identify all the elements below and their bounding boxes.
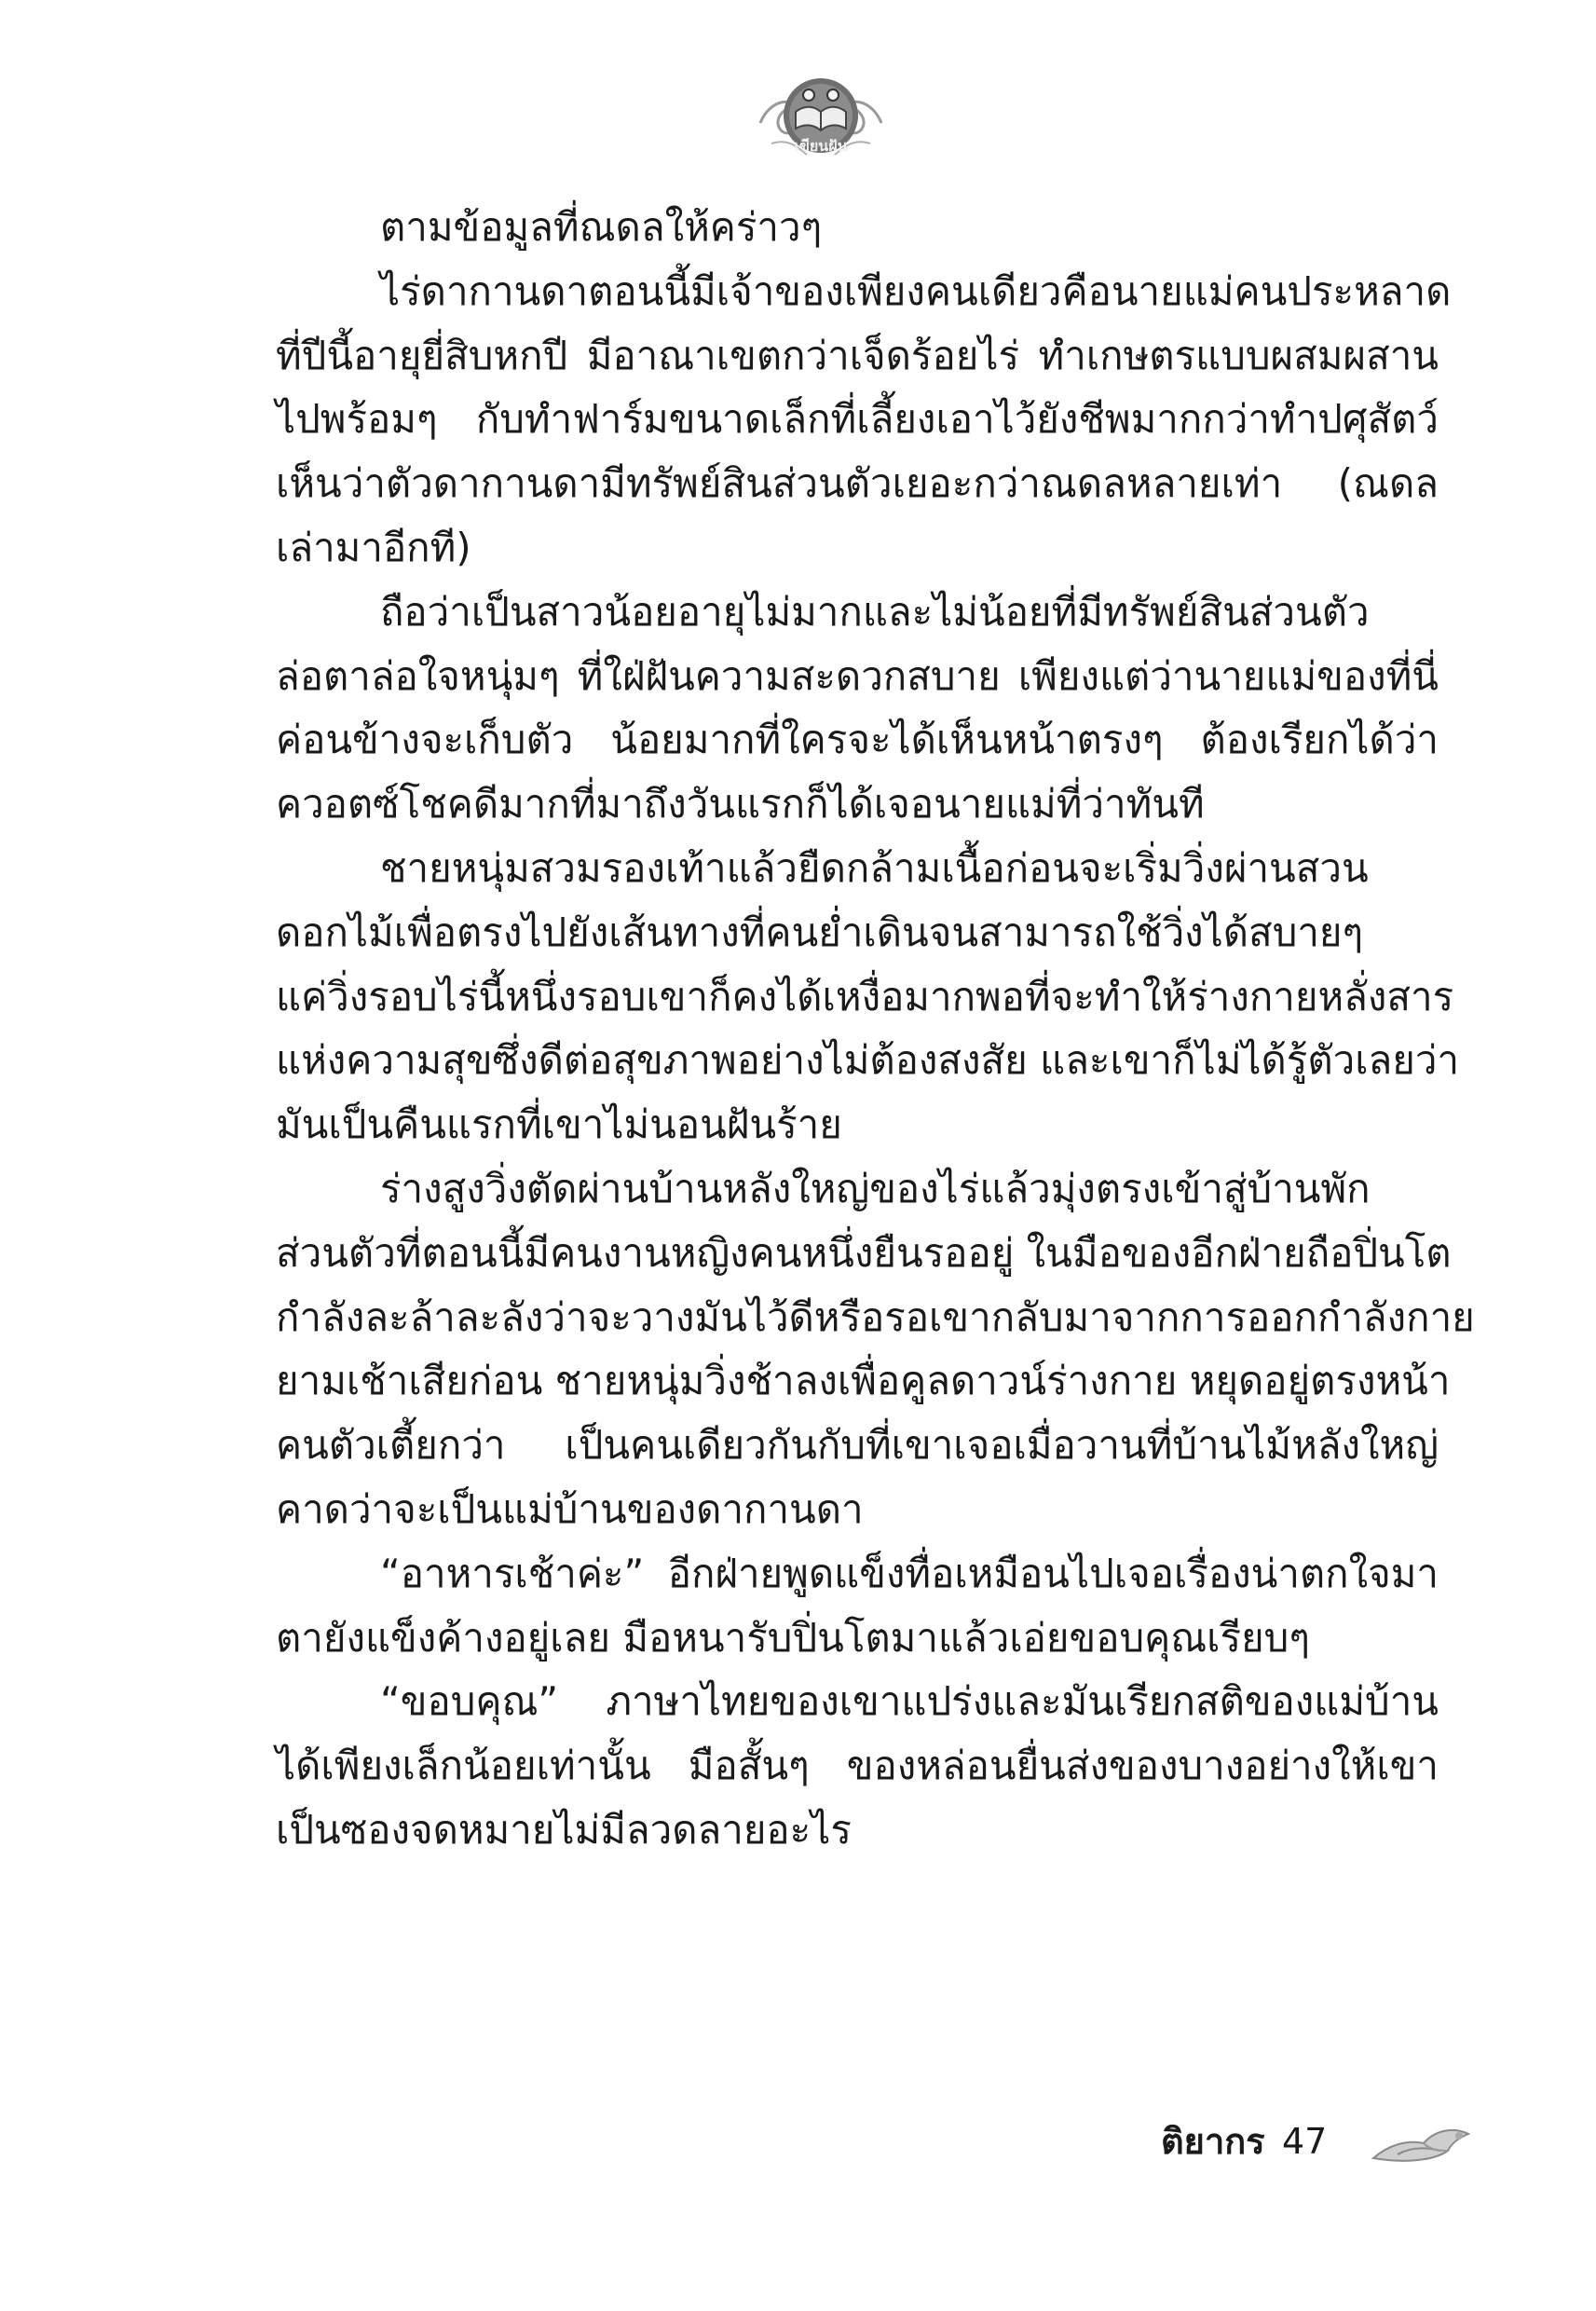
text-line: ร่างสูงวิ่งตัดผ่านบ้านหลังใหญ่ของไร่แล้วมุ่งตรงเข้าสู่บ้านพัก (380, 1165, 1371, 1211)
text-line: กำลังละล้าละลังว่าจะวางมันไว้ดีหรือรอเขากลับมาจากการออกกำลังกาย (276, 1293, 1475, 1340)
flower-ornament-icon (1370, 2117, 1472, 2166)
text-line: “อาหารเช้าค่ะ” อีกฝ่ายพูดแข็งทื่อเหมือนไปเจอเรื่องน่าตกใจมา (380, 1550, 1439, 1596)
text-line: ควอตซ์โชคดีมากที่มาถึงวันแรกก็ได้เจอนายแม่ที่ว่าทันที (276, 781, 1205, 827)
text-line: “ขอบคุณ” ภาษาไทยของเขาแปร่งและมันเรียกสติของแม่บ้าน (380, 1678, 1439, 1725)
header-logo-icon (751, 58, 891, 170)
text-line: เป็นซองจดหมายไม่มีลวดลายอะไร (276, 1806, 852, 1853)
text-line: แห่งความสุขซึ่งดีต่อสุขภาพอย่างไม่ต้องสงสัย และเขาก็ไม่ได้รู้ตัวเลยว่า (276, 1037, 1460, 1084)
text-line: ตามข้อมูลที่ณดลให้คร่าวๆ (380, 204, 823, 250)
text-line: คาดว่าจะเป็นแม่บ้านของดากานดา (276, 1485, 864, 1532)
body-text (276, 196, 1475, 1863)
author-name: ติยากร (1161, 2121, 1265, 2162)
text-line: คนตัวเตี้ยกว่า เป็นคนเดียวกันกับที่เขาเจอเมื่อวานที่บ้านไม้หลังใหญ่ (276, 1422, 1439, 1469)
text-line: ไร่ดากานดาตอนนี้มีเจ้าของเพียงคนเดียวคือนายแม่คนประหลาด (380, 267, 1452, 314)
logo-text: เขียนฝัน (794, 137, 848, 155)
text-line: ที่ปีนี้อายุยี่สิบหกปี มีอาณาเขตกว่าเจ็ดร้อยไร่ ทำเกษตรแบบผสมผสาน (276, 332, 1439, 378)
text-line: ตายังแข็งค้างอยู่เลย มือหนารับปิ่นโตมาแล้วเอ่ยขอบคุณเรียบๆ (276, 1614, 1310, 1661)
page-number: 47 (1282, 2121, 1328, 2162)
page-footer (0, 2113, 1596, 2188)
text-line: ไปพร้อมๆ กับทำฟาร์มขนาดเล็กที่เลี้ยงเอาไว้ยังชีพมากกว่าทำปศุสัตว์ (276, 396, 1439, 443)
text-line: ชายหนุ่มสวมรองเท้าแล้วยืดกล้ามเนื้อก่อนจะเริ่มวิ่งผ่านสวน (380, 844, 1369, 891)
text-line: ส่วนตัวที่ตอนนี้มีคนงานหญิงคนหนึ่งยืนรออยู่ ในมือของอีกฝ่ายถือปิ่นโต (276, 1229, 1452, 1276)
text-line: เห็นว่าตัวดากานดามีทรัพย์สินส่วนตัวเยอะกว่าณดลหลายเท่า (ณดล (276, 460, 1439, 507)
text-line: เล่ามาอีกที) (276, 524, 471, 570)
text-line: มันเป็นคืนแรกที่เขาไม่นอนฝันร้าย (276, 1101, 842, 1148)
text-line: ถือว่าเป็นสาวน้อยอายุไม่มากและไม่น้อยที่มีทรัพย์สินส่วนตัว (380, 588, 1370, 635)
text-line: ได้เพียงเล็กน้อยเท่านั้น มือสั้นๆ ของหล่อนยื่นส่งของบางอย่างให้เขา (276, 1743, 1439, 1789)
text-line: ค่อนข้างจะเก็บตัว น้อยมากที่ใครจะได้เห็นหน้าตรงๆ ต้องเรียกได้ว่า (276, 717, 1439, 763)
text-line: ยามเช้าเสียก่อน ชายหนุ่มวิ่งช้าลงเพื่อคูลดาวน์ร่างกาย หยุดอยู่ตรงหน้า (276, 1358, 1451, 1404)
text-line: ล่อตาล่อใจหนุ่มๆ ที่ใฝ่ฝันความสะดวกสบาย เพียงแต่ว่านายแม่ของที่นี่ (276, 652, 1439, 699)
text-line: ดอกไม้เพื่อตรงไปยังเส้นทางที่คนย่ำเดินจนสามารถใช้วิ่งได้สบายๆ (276, 909, 1364, 955)
text-line: แค่วิ่งรอบไร่นี้หนึ่งรอบเขาก็คงได้เหงื่อมากพอที่จะทำให้ร่างกายหลั่งสาร (276, 973, 1454, 1019)
